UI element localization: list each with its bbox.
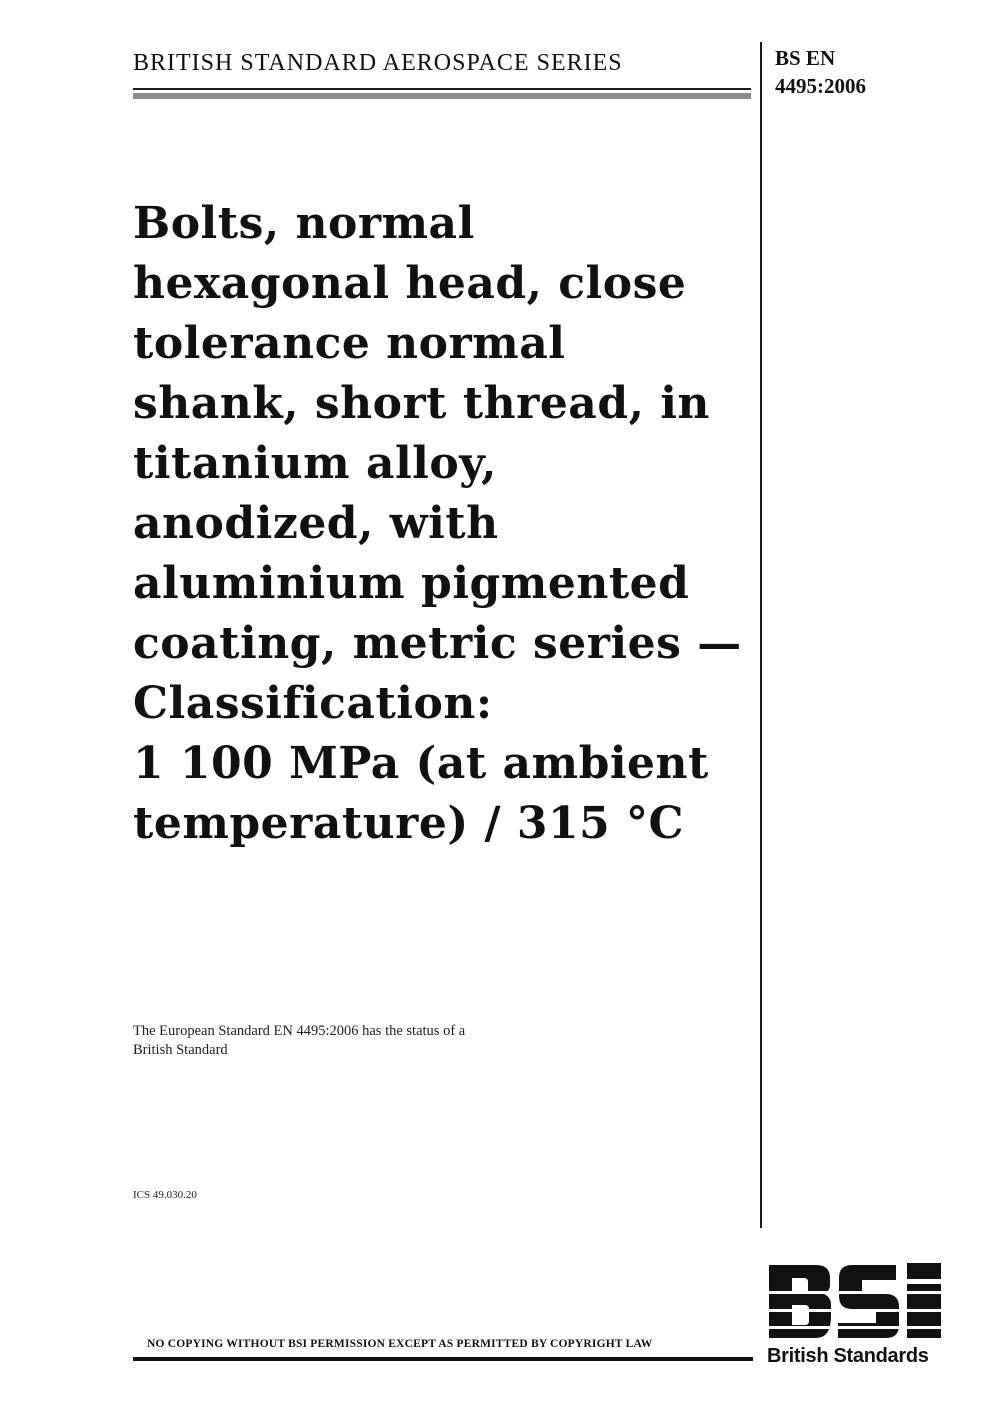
title-line: hexagonal head, close xyxy=(133,258,687,309)
status-note xyxy=(133,1022,465,1060)
standard-number-prefix: BS EN xyxy=(775,46,836,70)
footer-rule xyxy=(133,1357,753,1361)
status-note-line: British Standard xyxy=(133,1042,228,1058)
title-line: 1 100 MPa (at ambient xyxy=(133,738,709,789)
ics-code: ICS 49.030.20 xyxy=(133,1189,197,1201)
series-title: BRITISH STANDARD AEROSPACE SERIES xyxy=(133,50,623,76)
status-note-line: The European Standard EN 4495:2006 has the status of a xyxy=(133,1023,466,1039)
standard-number xyxy=(775,44,866,100)
header-rule-thin xyxy=(133,88,751,90)
header-rule-thick xyxy=(133,93,751,99)
title-line: Bolts, normal xyxy=(133,198,475,249)
title-line: tolerance normal xyxy=(133,318,566,369)
title-line: shank, short thread, in xyxy=(133,378,710,429)
title-line: coating, metric series — xyxy=(133,618,742,669)
title-line: anodized, with xyxy=(133,498,499,549)
standard-number-code: 4495:2006 xyxy=(775,74,866,98)
title-line: Classification: xyxy=(133,678,493,729)
document-title xyxy=(133,194,753,854)
vertical-divider xyxy=(760,42,762,1228)
copyright-notice: NO COPYING WITHOUT BSI PERMISSION EXCEPT AS PERMITTED BY COPYRIGHT LAW xyxy=(147,1338,653,1350)
title-line: temperature) / 315 °C xyxy=(133,798,685,849)
title-line: aluminium pigmented xyxy=(133,558,690,609)
title-line: titanium alloy, xyxy=(133,438,497,489)
bsi-logo-caption: British Standards xyxy=(767,1345,929,1367)
